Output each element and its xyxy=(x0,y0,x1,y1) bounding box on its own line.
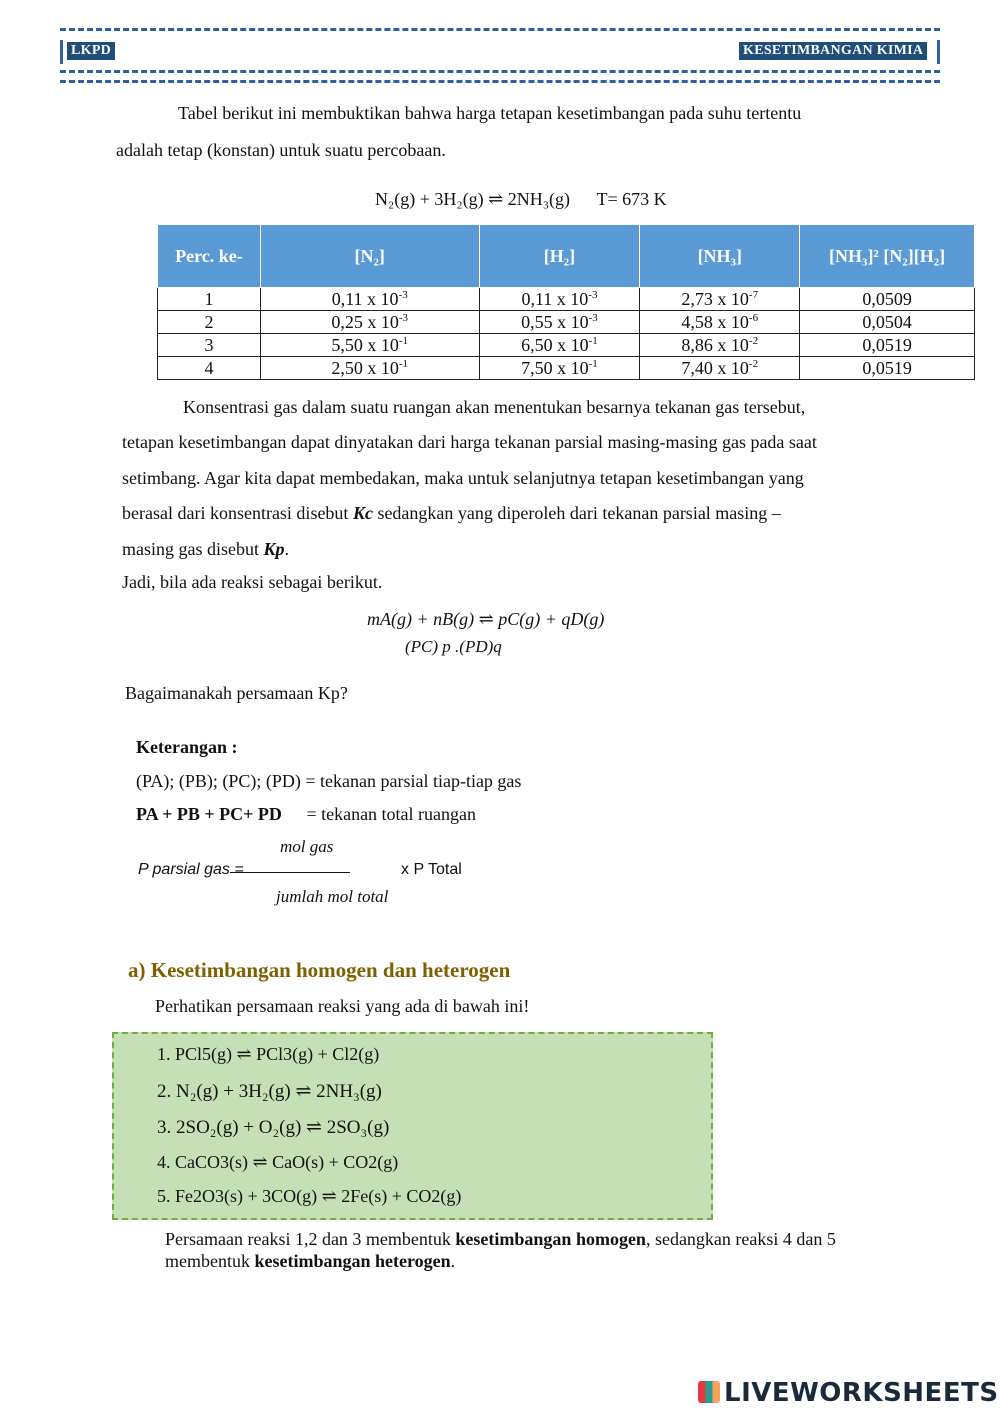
heterogeneous-term: kesetimbangan heterogen xyxy=(254,1251,451,1271)
cell-nh3 xyxy=(640,311,800,334)
cell-h2 xyxy=(479,311,640,334)
table-row xyxy=(158,288,975,311)
section-a-intro: Perhatikan persamaan reaksi yang ada di bawah ini! xyxy=(155,996,530,1016)
para2-line-4-b: sedangkan yang diperoleh dari tekanan parsial masing – xyxy=(372,503,781,523)
reaction-temperature: T= 673 K xyxy=(596,189,667,209)
conclusion-a: Persamaan reaksi 1,2 dan 3 membentuk xyxy=(165,1229,456,1249)
reaction-title xyxy=(375,190,667,208)
para2-line-5-a: masing gas disebut xyxy=(122,539,264,559)
para2-line-6: Jadi, bila ada reaksi sebagai berikut. xyxy=(122,572,383,592)
header-left-bar xyxy=(60,40,63,64)
reaction-5: 5. Fe2O3(s) + 3CO(g) ⇌ 2Fe(s) + CO2(g) xyxy=(157,1186,462,1206)
homogeneous-term: kesetimbangan homogen xyxy=(455,1229,646,1249)
cell-perc: 3 xyxy=(158,334,261,357)
cell-h2-value: 7,50 x 10 xyxy=(521,358,589,378)
header-kc: [NH₃]² [N₂][H₂] xyxy=(800,225,975,288)
fraction-bar xyxy=(230,872,350,873)
cell-perc: 4 xyxy=(158,357,261,380)
total-pressure-sum: PA + PB + PC+ PD xyxy=(136,804,282,824)
conclusion-d: membentuk xyxy=(165,1251,255,1271)
cell-h2 xyxy=(479,357,640,380)
para2-line-1: Konsentrasi gas dalam suatu ruangan akan menentukan besarnya tekanan gas tersebut, xyxy=(183,397,806,417)
cell-n2-exp: -1 xyxy=(398,358,409,370)
reaction-3: 3. 2SO₂(g) + O₂(g) ⇌ 2SO₃(g) xyxy=(157,1117,390,1138)
header-perc: Perc. ke- xyxy=(158,225,261,288)
conclusion-c: , sedangkan reaksi 4 dan 5 xyxy=(645,1229,836,1249)
cell-h2-exp: -3 xyxy=(588,312,598,324)
kp-question: Bagaimanakah persamaan Kp? xyxy=(125,683,348,703)
cell-n2-value: 0,11 x 10 xyxy=(331,289,399,309)
header-nh3: [NH₃] xyxy=(640,225,800,288)
reaction-equation: N₂(g) + 3H₂(g) ⇌ 2NH₃(g) xyxy=(375,189,571,209)
cell-nh3-value: 4,58 x 10 xyxy=(681,312,749,332)
kc-symbol: Kc xyxy=(352,503,373,523)
cell-n2-exp: -3 xyxy=(398,289,408,301)
partial-pressure-label: P parsial gas = xyxy=(138,861,244,878)
cell-nh3 xyxy=(640,288,800,311)
reaction-4: 4. CaCO3(s) ⇌ CaO(s) + CO2(g) xyxy=(157,1152,399,1172)
conclusion-line-1 xyxy=(165,1230,836,1248)
cell-perc: 1 xyxy=(158,288,261,311)
cell-h2-value: 0,55 x 10 xyxy=(521,312,589,332)
intro-line-1: Tabel berikut ini membuktikan bahwa harga tetapan kesetimbangan pada suhu tertentu xyxy=(178,103,802,123)
cell-nh3-exp: -2 xyxy=(748,358,759,370)
fraction-denominator: jumlah mol total xyxy=(276,887,389,906)
cell-nh3-exp: -2 xyxy=(748,335,759,347)
brand-text: LIVEWORKSHEETS xyxy=(724,1378,999,1408)
cell-h2 xyxy=(479,288,640,311)
header-right-bar xyxy=(937,40,940,64)
cell-n2-value: 0,25 x 10 xyxy=(331,312,399,332)
conclusion-f: . xyxy=(450,1251,456,1271)
keterangan-title: Keterangan : xyxy=(136,737,238,757)
para2-line-4 xyxy=(122,504,781,522)
cell-n2 xyxy=(260,357,479,380)
cell-kc: 0,0519 xyxy=(800,334,975,357)
cell-nh3 xyxy=(640,357,800,380)
para2-line-2: tetapan kesetimbangan dapat dinyatakan dari harga tekanan parsial masing-masing gas pada saat xyxy=(122,432,817,452)
liveworksheets-logo-icon xyxy=(698,1381,720,1403)
cell-nh3-value: 7,40 x 10 xyxy=(681,358,749,378)
cell-n2-exp: -3 xyxy=(398,312,409,324)
keterangan-line-2 xyxy=(136,805,476,823)
cell-n2 xyxy=(260,334,479,357)
cell-h2 xyxy=(479,334,640,357)
cell-n2-value: 5,50 x 10 xyxy=(331,335,399,355)
para2-line-4-a: berasal dari konsentrasi disebut xyxy=(122,503,353,523)
section-a-heading: a) Kesetimbangan homogen dan heterogen xyxy=(128,958,511,982)
header-title-badge: KESETIMBANGAN KIMIA xyxy=(739,42,927,60)
cell-h2-exp: -1 xyxy=(588,335,598,347)
table-row xyxy=(158,357,975,380)
fraction-numerator: mol gas xyxy=(280,837,334,856)
cell-nh3-exp: -6 xyxy=(748,312,759,324)
cell-h2-value: 0,11 x 10 xyxy=(521,289,589,309)
general-reaction: mA(g) + nB(g) ⇌ pC(g) + qD(g) xyxy=(367,609,605,629)
cell-nh3-exp: -7 xyxy=(748,289,759,301)
header-bottom-dashes xyxy=(60,80,940,83)
cell-n2-exp: -1 xyxy=(398,335,409,347)
header-mid-dashes xyxy=(60,70,940,73)
kp-symbol: Kp xyxy=(263,539,285,559)
table-row xyxy=(158,334,975,357)
cell-kc: 0,0519 xyxy=(800,357,975,380)
cell-nh3-value: 8,86 x 10 xyxy=(681,335,749,355)
keterangan-line-1: (PA); (PB); (PC); (PD) = tekanan parsial tiap-tiap gas xyxy=(136,771,522,791)
partial-pressure-expression: (PC) p .(PD)q xyxy=(405,637,502,656)
cell-n2-value: 2,50 x 10 xyxy=(331,358,399,378)
header-n2: [N₂] xyxy=(260,225,479,288)
reaction-2: 2. N₂(g) + 3H₂(g) ⇌ 2NH₃(g) xyxy=(157,1081,382,1102)
total-pressure-label: = tekanan total ruangan xyxy=(306,804,477,824)
cell-kc: 0,0504 xyxy=(800,311,975,334)
equilibrium-table xyxy=(157,224,975,380)
reaction-1: 1. PCl5(g) ⇌ PCl3(g) + Cl2(g) xyxy=(157,1044,380,1064)
cell-kc: 0,0509 xyxy=(800,288,975,311)
header-h2: [H₂] xyxy=(479,225,640,288)
cell-nh3 xyxy=(640,334,800,357)
table-row xyxy=(158,311,975,334)
cell-nh3-value: 2,73 x 10 xyxy=(681,289,749,309)
cell-h2-exp: -1 xyxy=(588,358,598,370)
cell-n2 xyxy=(260,311,479,334)
cell-h2-value: 6,50 x 10 xyxy=(521,335,589,355)
reactions-box xyxy=(112,1032,713,1220)
cell-perc: 2 xyxy=(158,311,261,334)
header-top-dashes xyxy=(60,28,940,31)
para2-line-5-b: . xyxy=(284,539,290,559)
cell-n2 xyxy=(260,288,479,311)
liveworksheets-brand xyxy=(698,1378,999,1408)
cell-h2-exp: -3 xyxy=(588,289,598,301)
header-lkpd-badge: LKPD xyxy=(67,42,115,60)
p-total-label: x P Total xyxy=(401,861,462,878)
table-header-row xyxy=(158,225,975,288)
para2-line-3: setimbang. Agar kita dapat membedakan, maka untuk selanjutnya tetapan kesetimbangan yang xyxy=(122,468,804,488)
para2-line-5 xyxy=(122,540,289,558)
intro-line-2: adalah tetap (konstan) untuk suatu percobaan. xyxy=(116,140,446,160)
conclusion-line-2 xyxy=(165,1252,455,1270)
